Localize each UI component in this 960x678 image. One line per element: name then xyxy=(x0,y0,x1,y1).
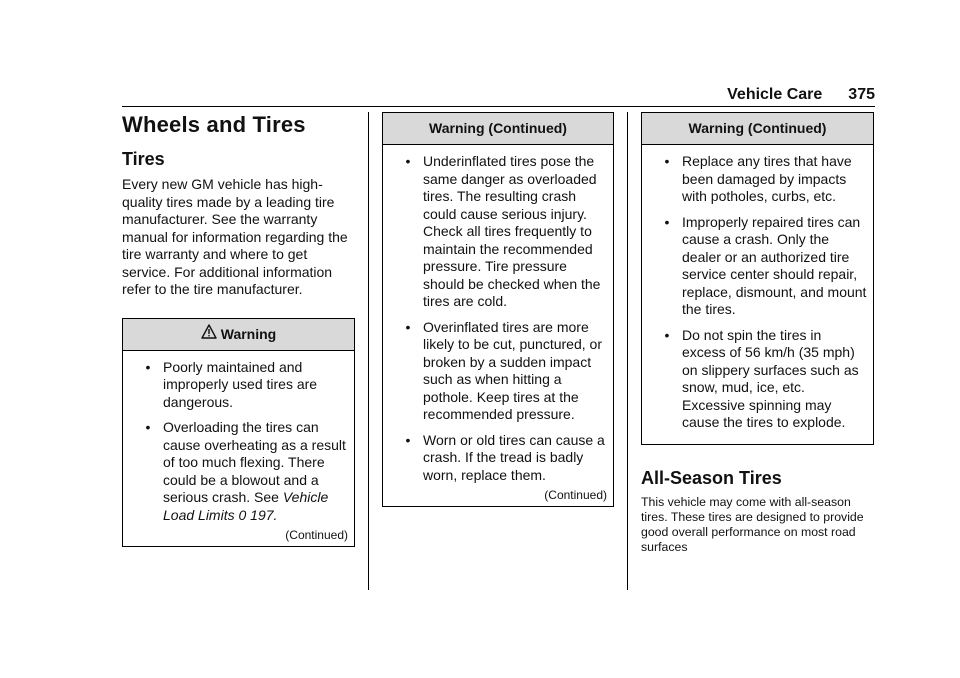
warning-heading: Warning xyxy=(220,325,277,342)
warning-item-text: Poorly maintained and improperly used tires are dangerous. xyxy=(163,358,318,410)
warning-item xyxy=(393,432,607,485)
warning-item-text-start: Overloading the tires can cause overheating as a result of too much flexing. There could be a blowout and a serious crash. See xyxy=(163,419,346,505)
chapter-title: Wheels and Tires xyxy=(122,112,306,137)
warning-body xyxy=(642,145,873,444)
bullet: • xyxy=(145,419,151,435)
tires-intro-paragraph: Every new GM vehicle has high-quality tires made by a leading tire manufacturer. See the warranty manual for information regarding the tire warranty and where to get service. For additional information refer to the tire manufacturer. xyxy=(122,176,348,297)
warning-box xyxy=(122,318,355,548)
bullet: • xyxy=(405,431,411,448)
warning-header: Warning (Continued) xyxy=(642,113,873,145)
warning-item xyxy=(393,318,611,424)
column-divider xyxy=(627,112,628,590)
warning-header: Warning (Continued) xyxy=(383,113,613,145)
all-season-intro-paragraph: This vehicle may come with all-season tires. These tires are designed to provide good overall performance on most road surfaces xyxy=(641,494,864,554)
warning-item xyxy=(133,359,348,412)
warning-body xyxy=(383,145,613,506)
warning-item xyxy=(652,327,867,432)
bullet: • xyxy=(405,318,411,335)
warning-item xyxy=(652,153,867,206)
warning-body xyxy=(123,351,354,547)
column-1 xyxy=(122,112,355,547)
page-reference[interactable]: 0 197. xyxy=(238,506,278,523)
continued-label: (Continued) xyxy=(544,488,607,502)
warning-header xyxy=(123,319,354,351)
warning-item-text xyxy=(163,419,348,524)
warning-item-text: Overinflated tires are more likely to be cut, punctured, or broken by a sudden impact such as when hitting a pothole. Keep tires at the recommended pressure. xyxy=(423,318,611,422)
warning-item xyxy=(133,419,348,524)
continued-label: (Continued) xyxy=(285,528,348,542)
bullet: • xyxy=(145,358,151,375)
warning-item xyxy=(652,214,867,319)
warning-box-continued xyxy=(382,112,614,507)
section-heading-tires: Tires xyxy=(122,149,165,169)
bullet: • xyxy=(664,213,670,230)
warning-item xyxy=(393,153,607,311)
warning-triangle-icon xyxy=(201,319,217,350)
section-title: Vehicle Care xyxy=(727,86,823,103)
vehicle-load-limits-link[interactable]: Vehicle Load Limits xyxy=(163,489,329,523)
column-divider xyxy=(368,112,369,590)
page-number: 375 xyxy=(848,86,875,103)
bullet: • xyxy=(405,153,411,169)
column-3 xyxy=(641,112,874,555)
bullet: • xyxy=(664,326,670,343)
bullet: • xyxy=(664,153,670,169)
column-2 xyxy=(382,112,614,507)
page-header xyxy=(122,86,875,107)
warning-item-text: Replace any tires that have been damaged by impacts with potholes, curbs, etc. xyxy=(682,153,852,204)
warning-box-continued xyxy=(641,112,874,445)
warning-item-text: Worn or old tires can cause a crash. If the tread is badly worn, replace them. xyxy=(423,431,605,483)
section-heading-all-season-tires: All-Season Tires xyxy=(641,467,782,488)
warning-item-text: Underinflated tires pose the same danger as overloaded tires. The resulting crash could cause serious injury. Check all tires frequently to maintain the recommended pressure. Tire pressure should be checked when the tires are cold. xyxy=(423,153,601,309)
warning-item-text: Improperly repaired tires can cause a crash. Only the dealer or an authorized tire service center should repair, replace, dismount, and mount the tires. xyxy=(682,213,867,317)
warning-item-text: Do not spin the tires in excess of 56 km/h (35 mph) on slippery surfaces such as snow, mud, ice, etc. Excessive spinning may cause the tires to explode. xyxy=(682,326,859,430)
